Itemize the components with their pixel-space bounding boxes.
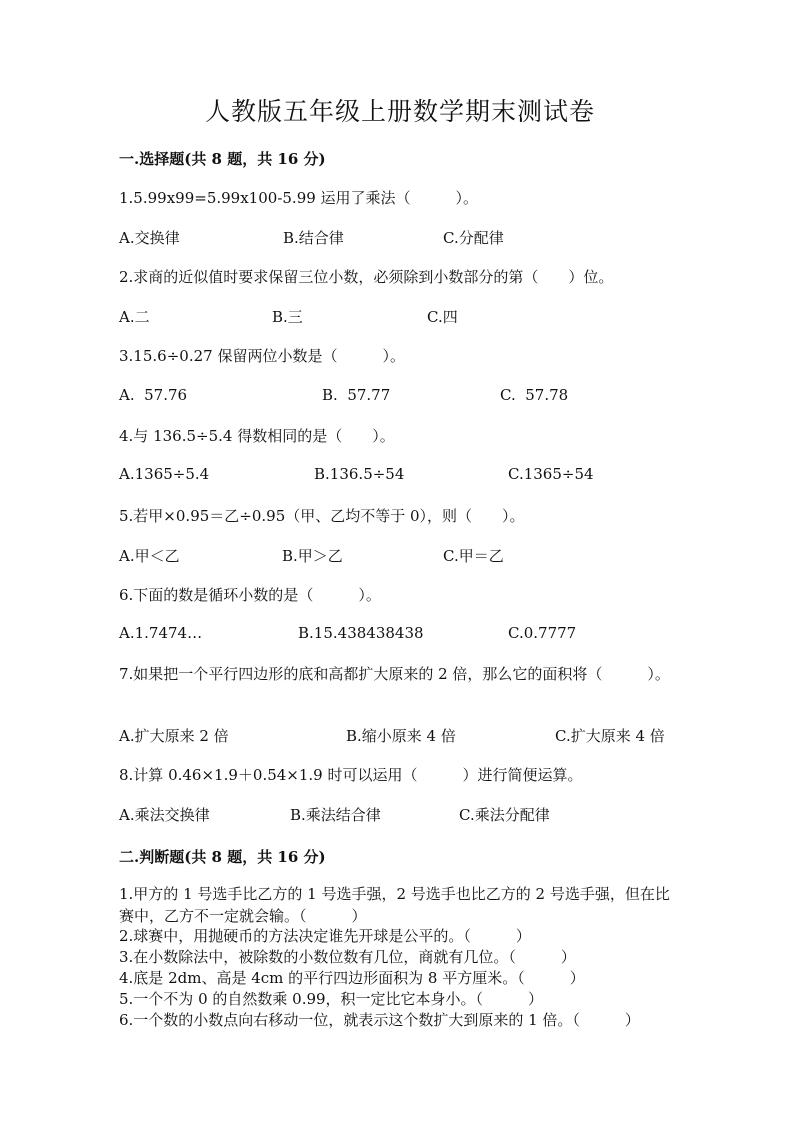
section-heading-true-false: 二.判断题(共 8 题，共 16 分)	[119, 848, 326, 866]
question-3: 3.15.6÷0.27 保留两位小数是（ ）。	[119, 347, 405, 365]
q4-option-a: A.1365÷5.4	[119, 465, 210, 483]
q3-option-b: B. 57.77	[322, 386, 391, 404]
tf-item-2: 2.球赛中，用抛硬币的方法决定谁先开球是公平的。（ ）	[119, 927, 531, 945]
question-7: 7.如果把一个平行四边形的底和高都扩大原来的 2 倍，那么它的面积将（ ）。	[119, 665, 670, 683]
q8-option-a: A.乘法交换律	[119, 806, 210, 824]
tf-item-3: 3.在小数除法中，被除数的小数位数有几位，商就有几位。（ ）	[119, 948, 576, 966]
q7-option-c: C.扩大原来 4 倍	[555, 727, 665, 745]
q4-option-b: B.136.5÷54	[314, 465, 405, 483]
q6-option-b: B.15.438438438	[298, 624, 424, 642]
q1-option-a: A.交换律	[119, 229, 180, 247]
q5-option-b: B.甲＞乙	[282, 547, 343, 565]
question-4: 4.与 136.5÷5.4 得数相同的是（ ）。	[119, 427, 395, 445]
q7-option-a: A.扩大原来 2 倍	[119, 727, 229, 745]
tf-item-1: 1.甲方的 1 号选手比乙方的 1 号选手强，2 号选手也比乙方的 2 号选手强，但在比赛中，乙方不一定就会输。（ ）	[119, 885, 670, 925]
q4-option-c: C.1365÷54	[508, 465, 594, 483]
q3-option-c: C. 57.78	[500, 386, 569, 404]
tf-item-4: 4.底是 2dm、高是 4cm 的平行四边形面积为 8 平方厘米。（ ）	[119, 969, 585, 987]
q2-option-c: C.四	[427, 308, 458, 326]
q2-option-b: B.三	[272, 308, 303, 326]
q1-option-c: C.分配律	[443, 229, 504, 247]
q3-option-a: A. 57.76	[119, 386, 188, 404]
q5-option-c: C.甲＝乙	[443, 547, 504, 565]
q8-option-c: C.乘法分配律	[459, 806, 550, 824]
q1-option-b: B.结合律	[283, 229, 344, 247]
section-heading-choice: 一.选择题(共 8 题，共 16 分)	[119, 150, 326, 168]
q7-option-b: B.缩小原来 4 倍	[346, 727, 456, 745]
q6-option-a: A.1.7474…	[119, 624, 203, 642]
q8-option-b: B.乘法结合律	[290, 806, 381, 824]
question-6: 6.下面的数是循环小数的是（ ）。	[119, 586, 381, 604]
question-1: 1.5.99x99=5.99x100-5.99 运用了乘法（ ）。	[119, 189, 479, 207]
question-8: 8.计算 0.46×1.9＋0.54×1.9 时可以运用（ ）进行简便运算。	[119, 766, 583, 784]
tf-item-5: 5.一个不为 0 的自然数乘 0.99，积一定比它本身小。（ ）	[119, 990, 544, 1008]
q5-option-a: A.甲＜乙	[119, 547, 180, 565]
q6-option-c: C.0.7777	[508, 624, 577, 642]
page-title: 人教版五年级上册数学期末测试卷	[204, 97, 595, 126]
question-5: 5.若甲×0.95＝乙÷0.95（甲、乙均不等于 0），则（ ）。	[119, 507, 525, 525]
question-2: 2.求商的近似值时要求保留三位小数，必须除到小数部分的第（ ）位。	[119, 268, 614, 286]
tf-item-6: 6.一个数的小数点向右移动一位，就表示这个数扩大到原来的 1 倍。（ ）	[119, 1011, 640, 1029]
q2-option-a: A.二	[119, 308, 150, 326]
